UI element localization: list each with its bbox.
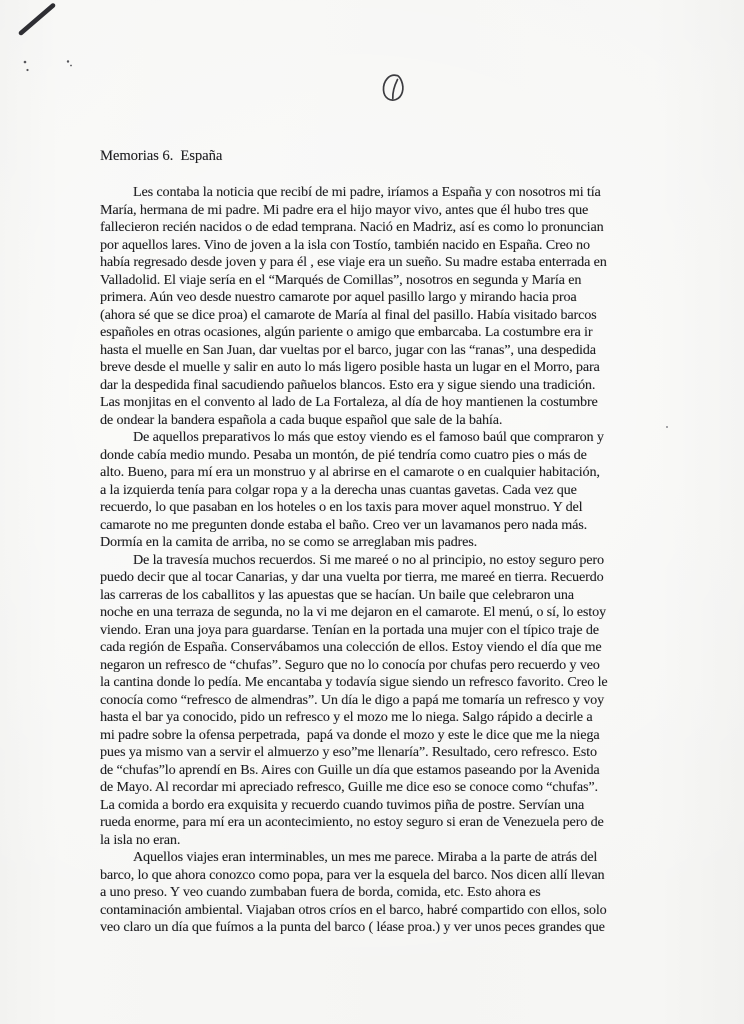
text-line: Les contaba la noticia que recibí de mi padre, iríamos a España y con nosotros mi tía <box>133 184 601 200</box>
text-line: de Mayo. Al recordar mi apreciado refresco, Guille me dice eso se conoce como “chufas”. <box>100 779 598 795</box>
text-line: barco, lo que ahora conozco como popa, para ver la esquela del barco. Nos dicen allí llevan <box>100 866 605 883</box>
text-line: recuerdo, lo que pasaban en los hoteles o en los taxis para mover aquel monstruo. Y del <box>100 499 583 515</box>
text-line: cada región de España. Conservábamos una colección de ellos. Estoy viendo el día que me <box>100 639 602 655</box>
text-line: Valladolid. El viaje sería en el “Marqués de Comillas”, nosotros en segunda y María en <box>100 271 582 288</box>
text-line: a uno preso. Y veo cuando zumbaban fuera de borda, comida, etc. Esto ahora es <box>100 884 541 900</box>
text-line: veo claro un día que fuímos a la punta del barco ( léase proa.) y ver unos peces grandes que <box>100 919 605 935</box>
text-line: pues ya mismo van a servir el almuerzo y eso”me llenaría”. Resultado, cero refresco. Esto <box>100 744 597 760</box>
text-line: la cantina donde lo pedía. Me encantaba y todavía sigue siendo un refresco favorito. Creo le <box>100 674 608 690</box>
text-line: donde cabía medio mundo. Pesaba un montón, de pié tendría como cuatro pies o más de <box>100 446 587 463</box>
pen-stroke-icon <box>21 6 53 34</box>
text-line: alto. Bueno, para mí era un monstruo y al abrirse en el camarote o en cualquier habitación, <box>100 464 600 480</box>
text-line: negaron un refresco de “chufas”. Seguro que no lo conocía por chufas pero recuerdo y veo <box>100 656 600 673</box>
text-line: rueda enorme, para mí era un acontecimiento, no estoy seguro si eran de Venezuela pero de <box>100 814 604 830</box>
text-line: por aquellos lares. Vino de joven a la isla con Tostío, también nacido en España. Creo no <box>100 236 590 253</box>
text-line: de “chufas”lo aprendí en Bs. Aires con Guille un día que estamos paseando por la Avenida <box>100 761 600 778</box>
handwritten-page-number-icon <box>383 75 402 100</box>
text-line: las carreras de los caballitos y las apuestas que se hacían. Un baile que celebraron una <box>100 586 574 603</box>
text-line: hasta el muelle en San Juan, dar vueltas por el barco, jugar con las “ranas”, una despedida <box>100 341 596 358</box>
text-line: puedo decir que al tocar Canarias, y dar una vuelta por tierra, me mareé en tierra. Recuerdo <box>100 569 604 585</box>
paragraph <box>100 429 700 552</box>
text-line: Aquellos viajes eran interminables, un mes me parece. Miraba a la parte de atrás del <box>133 849 598 865</box>
text-line: conocía como “refresco de almendras”. Un día le digo a papá me tomaría un refresco y voy <box>100 691 605 708</box>
text-line: hasta el bar ya conocido, pido un refresco y el mozo me lo niega. Salgo rápido a decirle a <box>100 709 593 725</box>
text-line: De aquellos preparativos lo más que estoy viendo es el famoso baúl que compraron y <box>133 429 604 445</box>
text-line: primera. Aún veo desde nuestro camarote por aquel pasillo largo y mirando hacia proa <box>100 289 577 305</box>
text-line: la isla no eran. <box>100 831 181 848</box>
text-line: noche en una terraza de segunda, no la vi me dejaron en el camarote. El menú, o sí, lo estoy <box>100 604 606 620</box>
text-line: dar la despedida final sacudiendo pañuelos blancos. Esto era y sigue siendo una tradición. <box>100 376 596 393</box>
text-line: (ahora sé que se dice proa) el camarote de María al final del pasillo. Había visitado barcos <box>100 306 597 323</box>
paragraph <box>100 849 700 937</box>
text-line: mi padre sobre la ofensa perpetrada, papá va donde el mozo y este le dice que me la niega <box>100 726 600 743</box>
text-line: De la travesía muchos recuerdos. Si me mareé o no al principio, no estoy seguro pero <box>133 551 604 568</box>
text-line: había regresado desde joven y para él , ese viaje era un sueño. Su madre estaba enterrada en <box>100 254 607 270</box>
text-line: de ondear la bandera española a cada buque español que sale de la bahía. <box>100 411 503 428</box>
text-line: españoles en otras ocasiones, algún pariente o amigo que embarcaba. La costumbre era ir <box>100 324 593 340</box>
document-title: Memorias 6. España <box>100 148 223 164</box>
text-line: María, hermana de mi padre. Mi padre era el hijo mayor vivo, antes que él hubo tres que <box>100 201 589 218</box>
text-line: Dormía en la camita de arriba, no se como se arreglaban mis padres. <box>100 534 478 550</box>
text-line: contaminación ambiental. Viajaban otros críos en el barco, habré compartido con ellos, solo <box>100 901 607 918</box>
paragraph <box>100 552 700 850</box>
text-line: camarote no me pregunten donde estaba el baño. Creo ver un lavamanos pero nada más. <box>100 516 588 533</box>
document-body <box>100 184 700 937</box>
text-line: La comida a bordo era exquisita y recuerdo cuando tuvimos piña de postre. Servían una <box>100 796 585 813</box>
text-line: a la izquierda tenía para colgar ropa y a la derecha unas cuantas gavetas. Cada vez que <box>100 481 577 498</box>
paragraph <box>100 184 700 429</box>
text-line: Las monjitas en el convento al lado de La Fortaleza, al día de hoy mantienen la costumbre <box>100 394 598 410</box>
text-line: breve desde el muelle y salir en auto lo más ligero posible hasta un lugar en el Morro, para <box>100 359 600 375</box>
text-line: fallecieron recién nacidos o de edad temprana. Nació en Madriz, así es como lo pronuncian <box>100 219 604 235</box>
text-line: viendo. Eran una joya para guardarse. Tenían en la portada una mujer con el típico traje de <box>100 621 599 638</box>
